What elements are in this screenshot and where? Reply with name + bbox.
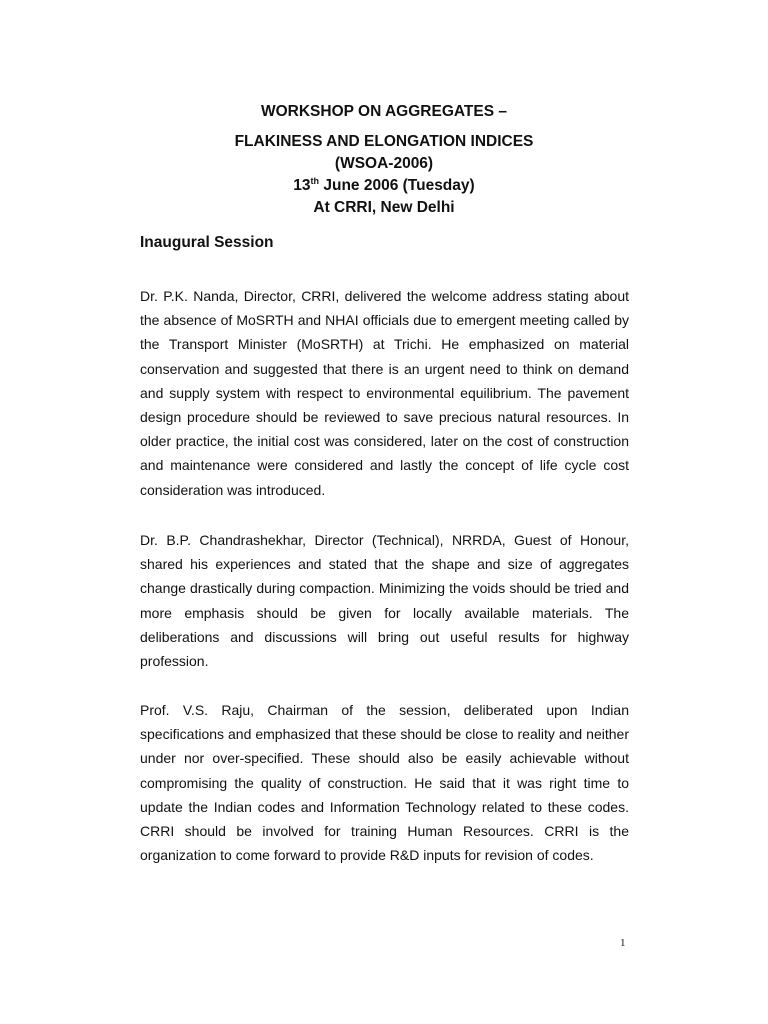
- section-heading: Inaugural Session: [140, 234, 274, 251]
- workshop-code: (WSOA-2006): [334, 155, 434, 172]
- title-block: [0, 101, 768, 219]
- page-number: 1: [620, 937, 626, 949]
- date-suffix: th: [310, 176, 320, 186]
- workshop-venue: At CRRI, New Delhi: [313, 199, 455, 216]
- workshop-date: [0, 175, 768, 197]
- workshop-title: WORKSHOP ON AGGREGATES –: [260, 103, 508, 120]
- date-day: 13: [293, 177, 311, 194]
- paragraph: Prof. V.S. Raju, Chairman of the session, deliberated upon Indian specifications and emphasized that these should be close to reality and neither under nor over-specified. These should also be easily achievable without compromising the quality of construction. He said that it was right time to update the Indian codes and Information Technology related to these codes. CRRI should be involved for training Human Resources. CRRI is the organization to come forward to provide R&D inputs for revision of codes.: [140, 702, 629, 864]
- paragraph: Dr. B.P. Chandrashekhar, Director (Technical), NRRDA, Guest of Honour, shared his experiences and stated that the shape and size of aggregates change drastically during compaction. Minimizing the voids should be tried and more emphasis should be given for locally available materials. The deliberations and discussions will bring out useful results for highway profession.: [140, 532, 629, 670]
- paragraph: Dr. P.K. Nanda, Director, CRRI, delivered the welcome address stating about the absence of MoSRTH and NHAI officials due to emergent meeting called by the Transport Minister (MoSRTH) at Trichi. He emphasized on material conservation and suggested that there is an urgent need to think on demand and supply system with respect to environmental equilibrium. The pavement design procedure should be reviewed to save precious natural resources. In older practice, the initial cost was considered, later on the cost of construction and maintenance were considered and lastly the concept of life cycle cost consideration was introduced.: [140, 288, 629, 498]
- date-rest: June 2006 (Tuesday): [319, 177, 475, 194]
- workshop-subtitle: FLAKINESS AND ELONGATION INDICES: [234, 133, 534, 150]
